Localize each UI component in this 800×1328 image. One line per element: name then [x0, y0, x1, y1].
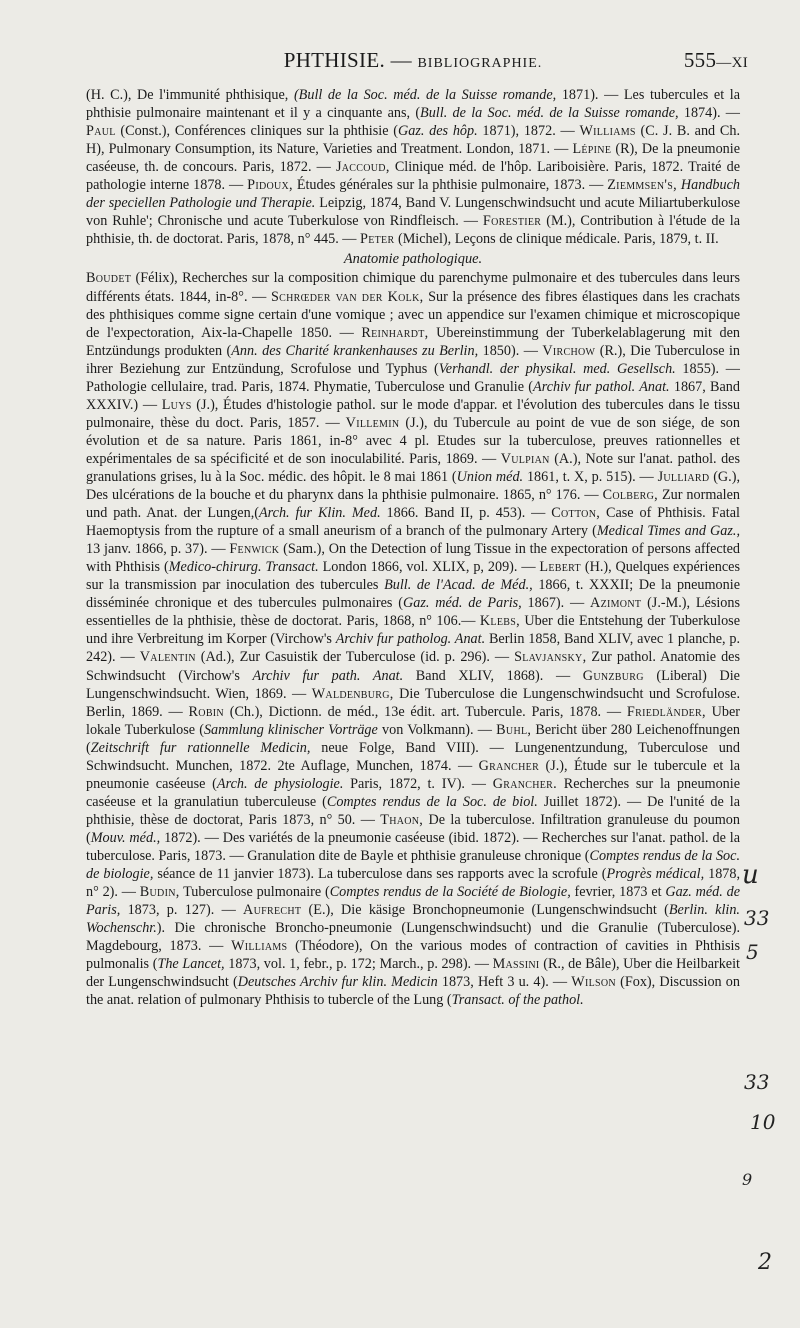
- author-name: Valentin: [139, 649, 196, 666]
- citation-text: (C. J. B. and Ch. H), Pulmonary Consumption, its Nature, Varieties and Treatment. London, 1871. —: [86, 123, 740, 158]
- citation-text: 1874). —: [678, 105, 740, 122]
- citation-text: Case of Phthisis. Fatal Haemoptysis from the rupture of a small aneurism of a branch of the pulmonary Artery (: [86, 505, 740, 540]
- citation-text: Zur pathol. Anatomie des Schwindsucht (Virchow's: [86, 649, 740, 684]
- citation-text: ). Die chronische Broncho-pneumonie (Lungenschwindsucht) und die Granulie (Tuberculose). Magdebourg, 1873. —: [86, 920, 740, 955]
- author-name: Budin,: [139, 884, 180, 901]
- citation-text: (R.), Die Tuberculose in ihrer Beziehung zur Entzündung, Scrofulose und Typhus (: [86, 342, 741, 377]
- citation-text: Die Tuberculose die Lungenschwindsucht und Scrofulose. Berlin, 1869. —: [86, 685, 740, 720]
- citation-text: 1871). — Les tubercules et la phthisie pulmonaire maintenant et il y a cinquante ans, (: [86, 87, 740, 122]
- citation-text: Uber die Entstehung der Tuberkulose und ihre Verbreitung im Korper (Virchow's: [86, 613, 741, 648]
- citation-text: (Ch.), Dictionn. de méd., 13e édit. art. Tubercule. Paris, 1878. —: [223, 703, 627, 720]
- header-dash: —: [390, 48, 412, 72]
- citation-text: Clinique méd. de l'hôp. Lariboisière. Paris, 1872. Traité de pathologie interne 1878. —: [86, 159, 740, 194]
- citation-text: von Volkmann). —: [377, 721, 497, 738]
- handwritten-margin-notes: [740, 860, 800, 1300]
- citation-text: (Liberal) Die Lungenschwindsucht. Wien, 1869. —: [86, 667, 740, 702]
- citation-text: Band XLIV, 1868). —: [403, 667, 583, 684]
- bibliography-paragraph: [86, 86, 740, 248]
- publication-title: Deutsches Archiv fur klin. Medicin: [237, 974, 438, 991]
- citation-text: Études générales sur la phthisie pulmonaire, 1873. —: [292, 177, 608, 194]
- author-name: Reinhardt,: [361, 324, 429, 341]
- citation-text: 1866, t. XXXII; De la pneumonie disséminée chronique et des tubercules pulmonaires (: [86, 577, 740, 612]
- publication-title: Archiv fur patholog. Anat.: [335, 631, 486, 648]
- citation-text: Berlin 1858, Band XLIV, avec 1 planche, p. 242). —: [86, 631, 740, 666]
- page-header: [86, 48, 748, 80]
- bibliography-paragraph: [86, 269, 740, 1009]
- citation-text: (E.), Die käsige Bronchopneumonie (Lungenschwindsucht (: [301, 902, 669, 919]
- margin-note: 33: [744, 906, 770, 930]
- author-name: Jaccoud,: [335, 159, 390, 176]
- publication-title: Ann. des Charité krankenhauses zu Berlin,: [231, 342, 479, 359]
- publication-title: Comptes rendus de la Soc. de biologie,: [86, 847, 740, 883]
- publication-title: Transact. of the pathol.: [451, 992, 584, 1009]
- publication-title: Zeitschrift fur rationnelle Medicin,: [90, 739, 311, 756]
- publication-title: Medico-chirurg. Transact.: [168, 559, 319, 576]
- publication-title: Handbuch der speciellen Pathologie und Therapie.: [86, 177, 741, 212]
- citation-text: 1867, Band XXXIV.) —: [86, 378, 740, 413]
- author-name: Williams: [231, 938, 288, 955]
- header-subtitle: BIBLIOGRAPHIE.: [417, 56, 543, 71]
- citation-text: 1873, Heft 3 u. 4). —: [437, 974, 572, 991]
- author-name: Gunzburg: [582, 667, 644, 684]
- publication-title: Mouv. méd.,: [90, 829, 161, 846]
- publication-title: Comptes rendus de la Soc. de biol.: [326, 793, 538, 810]
- publication-title: Progrès médical,: [606, 866, 705, 883]
- author-name: Schrœder van der Kolk,: [270, 288, 424, 305]
- author-name: Colberg,: [602, 487, 658, 504]
- author-name: Klebs,: [479, 613, 520, 630]
- publication-title: Arch. fur Klin. Med.: [258, 505, 381, 522]
- citation-text: 1873, p. 127). —: [120, 902, 244, 919]
- citation-text: (Théodore), On the various modes of contraction of cavities in Phthisis pulmonalis (: [86, 938, 740, 973]
- citation-text: Juillet 1872). — De l'unité de la phthisie, thèse de doctorat, Paris 1873, n° 50. —: [86, 793, 740, 828]
- author-name: Aufrecht: [243, 902, 302, 919]
- author-name: Peter: [360, 231, 395, 248]
- page-number-value: 555: [683, 48, 717, 72]
- citation-text: 1861, t. X, p. 515). —: [523, 468, 658, 485]
- citation-text: (R., de Bâle), Uber die Heilbarkeit der Lungenschwindsucht (: [86, 956, 740, 991]
- publication-title: Gaz. méd. de Paris,: [403, 595, 522, 612]
- author-name: Slavjansky,: [514, 649, 587, 666]
- author-name: Grancher.: [492, 775, 557, 792]
- author-name: Azimont: [590, 595, 642, 612]
- publication-title: Union méd.: [456, 468, 524, 485]
- margin-note: 10: [750, 1110, 776, 1134]
- citation-text: 1873, vol. 1, febr., p. 172; March., p. 298). —: [224, 956, 493, 973]
- header-title: PHTHISIE.: [283, 48, 385, 72]
- author-name: Ziemmsen's,: [607, 177, 677, 194]
- citation-text: (J.), Études d'histologie pathol. sur le mode d'appar. et l'évolution des tubercules dans le tissu pulmonaire, thèse du doct. Paris, 1857. —: [86, 396, 740, 431]
- citation-text: Paris, 1872, t. IV). —: [343, 775, 493, 792]
- citation-text: Tuberculose pulmonaire (: [179, 884, 330, 901]
- citation-text: 1878, n° 2). —: [86, 866, 741, 901]
- running-title: [86, 48, 740, 73]
- author-name: Forestier: [482, 213, 542, 230]
- citation-text: 1867). —: [521, 595, 591, 612]
- author-name: Virchow: [542, 342, 596, 359]
- author-name: Massini: [492, 956, 540, 973]
- publication-title: Archiv fur pathol. Anat.: [533, 378, 670, 395]
- publication-title: Medical Times and Gaz.,: [596, 523, 740, 540]
- citation-text: (H. C.), De l'immunité phthisique,: [86, 87, 294, 103]
- citation-text: (R), De la pneumonie caséeuse, th. de concours. Paris, 1872. —: [86, 141, 741, 176]
- author-name: Robin: [188, 703, 224, 720]
- citation-text: 1866. Band II, p. 453). —: [380, 505, 552, 522]
- page-number-suffix: —XI: [716, 55, 748, 71]
- author-name: Wilson: [571, 974, 616, 991]
- author-name: Julliard: [657, 468, 710, 485]
- publication-title: Verhandl. der physikal. med. Gesellsch.: [438, 360, 676, 377]
- citation-text: (Félix), Recherches sur la composition chimique du parenchyme pulmonaire et des tubercules dans leurs différents états. 1844, in-8°. —: [86, 270, 740, 305]
- author-name: Pidoux,: [247, 177, 293, 194]
- margin-note: 5: [746, 940, 759, 964]
- publication-title: Berlin. klin. Wochenschr.: [86, 902, 740, 937]
- citation-text: 13 janv. 1866, p. 37). —: [86, 541, 230, 558]
- margin-note: 2: [758, 1250, 772, 1275]
- citation-text: 1850). —: [478, 342, 543, 359]
- citation-text: 1871), 1872. —: [477, 123, 580, 140]
- publication-title: (Bull de la Soc. méd. de la Suisse romande,: [293, 87, 557, 103]
- author-name: Lebert: [539, 559, 581, 576]
- citation-text: séance de 11 janvier 1873). La tuberculose dans ses rapports avec la scrofule (: [153, 866, 607, 883]
- citation-text: (J.), Étude sur le tubercule et la pneumonie caséeuse (: [86, 757, 740, 792]
- publication-title: Arch. de physiologie.: [216, 775, 344, 792]
- author-name: Luys: [161, 396, 192, 413]
- margin-note: 33: [744, 1070, 770, 1094]
- citation-text: (Sam.), On the Detection of lung Tissue in the expectoration of persons affected with Phthisis (: [86, 541, 740, 576]
- citation-text: fevrier, 1873 et: [570, 884, 666, 901]
- citation-text: Zur normalen und path. Anat. der Lungen,(: [86, 487, 741, 522]
- author-name: Thaon,: [380, 811, 424, 828]
- author-name: Waldenburg,: [311, 685, 394, 702]
- citation-text: 1855). — Pathologie cellulaire, trad. Paris, 1874. Phymatie, Tuberculose und Granulie (: [86, 360, 740, 395]
- author-name: Villemin: [345, 414, 400, 431]
- citation-text: Leipzig, 1874, Band V. Lungenschwindsucht und acute Miliartuberkulose von Ruhle'; Chronische und acute Tuberkulose von Rindfleisch. —: [86, 195, 741, 230]
- body-text: [86, 86, 740, 1009]
- author-name: Buhl,: [496, 721, 532, 738]
- publication-title: Bull. de l'Acad. de Méd.,: [384, 577, 533, 594]
- citation-text: (J.-M.), Lésions essentielles de la phthisie, thèse de doctorat. Paris, 1868, n° 106.—: [86, 595, 740, 630]
- citation-text: (Fox), Discussion on the anat. relation of pulmonary Phthisis to tubercle of the Lung (: [86, 974, 740, 1009]
- author-name: Boudet: [86, 270, 132, 287]
- author-name: Cotton,: [551, 505, 601, 522]
- publication-title: Gaz. des hôp.: [397, 123, 478, 140]
- margin-note: u: [742, 860, 759, 890]
- author-name: Grancher: [478, 757, 540, 774]
- publication-title: The Lancet,: [157, 956, 225, 973]
- author-name: Paul: [86, 123, 116, 140]
- citation-text: 1872). — Des variétés de la pneumonie caséeuse (ibid. 1872). — Recherches sur l'anat. pathol. de la tuberculose. Paris, 1873. — Granulation dite de Bayle et phthisie granuleuse chronique (: [86, 829, 741, 864]
- citation-text: neue Folge, Band VIII). — Lungenentzundung, Tuberculose und Schwindsucht. Munchen, 1872. 2te Auflage, Munchen, 1874. —: [86, 739, 740, 774]
- citation-text: Uber lokale Tuberkulose (: [86, 703, 740, 738]
- citation-text: Ubereinstimmung der Tuberkelablagerung mit den Entzündungs produkten (: [86, 324, 740, 359]
- publication-title: Sammlung klinischer Vorträge: [203, 721, 378, 738]
- author-name: Vulpian: [500, 450, 550, 467]
- citation-text: (Const.), Conférences cliniques sur la phthisie (: [115, 123, 398, 140]
- margin-note: 9: [742, 1170, 753, 1189]
- author-name: Fenwick: [229, 541, 280, 558]
- citation-text: Recherches sur la pneumonie caséeuse et la granulatiun tuberculeuse (: [86, 775, 740, 810]
- publication-title: Comptes rendus de la Société de Biologie,: [329, 884, 571, 901]
- publication-title: Archiv fur path. Anat.: [252, 667, 404, 684]
- publication-title: Gaz. méd. de Paris,: [86, 884, 741, 919]
- citation-text: (J.), du Tubercule au point de vue de son siége, de son évolution et de sa nature. Paris 1861, in-8° avec 4 pl. Etudes sur la tuberculose, preuves rationnelles et expérimentales de sa spécificité et de son inoculabilité. Paris, 1869. —: [86, 414, 740, 467]
- citation-text: (Michel), Leçons de clinique médicale. Paris, 1879, t. II.: [394, 231, 719, 248]
- citation-text: London 1866, vol. XLIX, p, 209). —: [318, 559, 540, 576]
- citation-text: (A.), Note sur l'anat. pathol. des granulations grises, lu à la Soc. médic. des hôpit. le 8 mai 1861 (: [86, 450, 740, 485]
- author-name: Lépine: [572, 141, 612, 158]
- author-name: Williams: [579, 123, 636, 140]
- section-title: Anatomie pathologique.: [343, 251, 483, 268]
- citation-text: (H.), Quelques expériences sur la transmission par inoculation des tubercules: [86, 559, 740, 594]
- citation-text: Sur la présence des fibres élastiques dans les crachats des phthisiques comme signe certain d'une vomique ; avec un appendice sur l'examen chimique et microscopique de l'expectoration, Aix-la-Chapelle 1850. —: [86, 288, 741, 341]
- citation-text: (Ad.), Zur Casuistik der Tuberculose (id. p. 296). —: [195, 649, 515, 666]
- publication-title: Bull. de la Soc. méd. de la Suisse romande,: [420, 105, 679, 122]
- page-number: [684, 48, 748, 73]
- citation-text: (M.), Contribution à l'étude de la phthisie, th. de doctorat. Paris, 1878, n° 445. —: [86, 213, 740, 248]
- author-name: Friedländer,: [626, 703, 706, 720]
- citation-text: (G.), Des ulcérations de la bouche et du pharynx dans la phthisie pulmonaire. 1865, n° 176. —: [86, 468, 741, 504]
- citation-text: De la tuberculose. Infiltration granuleuse du poumon (: [86, 811, 740, 846]
- citation-text: Bericht über 280 Leichenoffnungen (: [86, 721, 740, 756]
